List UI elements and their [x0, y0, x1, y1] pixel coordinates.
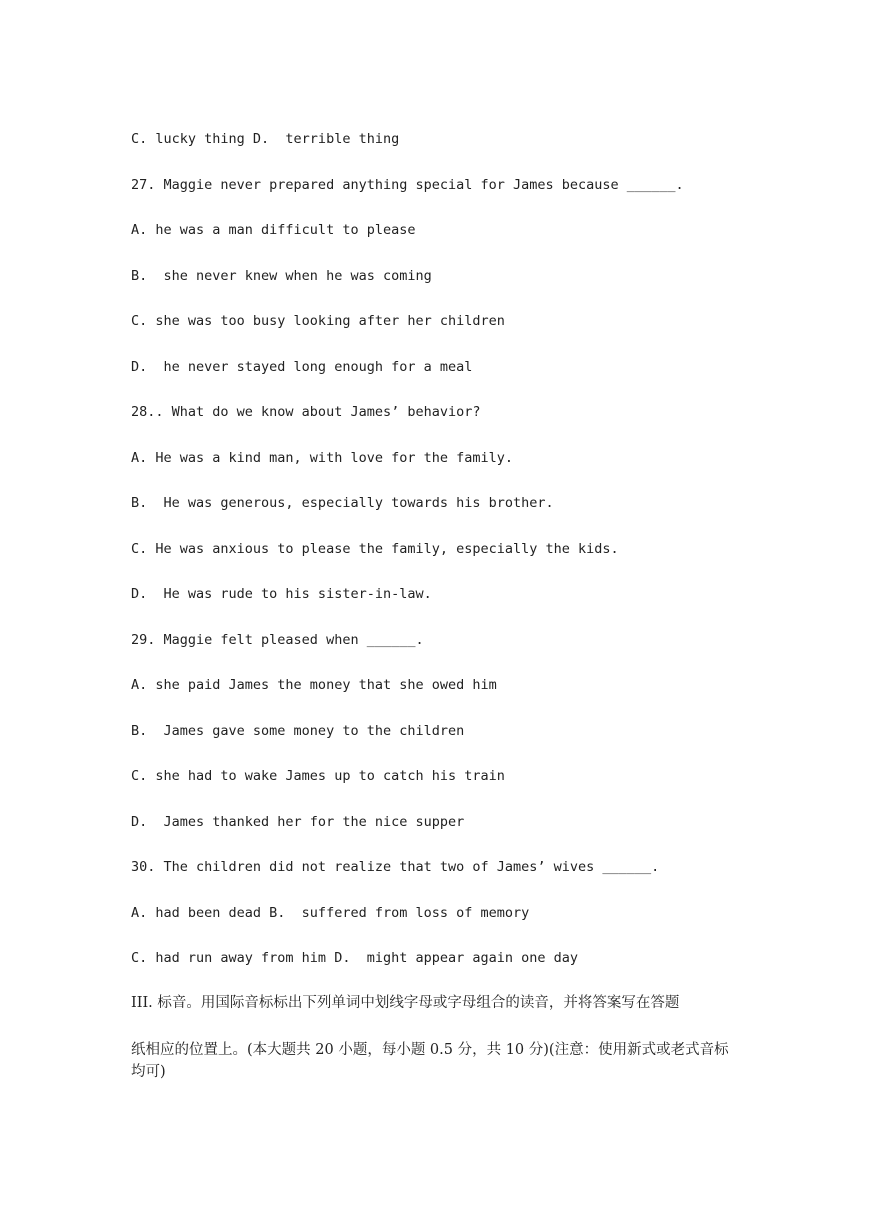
section3-instructions: 纸相应的位置上。(本大题共 20 小题，每小题 0.5 分，共 10 分)(注意：使用新式或老式音标均可): [131, 1042, 729, 1080]
q26-options-cd: C. lucky thing D. terrible thing: [131, 131, 400, 147]
q28-option-b: B. He was generous, especially towards his brother.: [131, 495, 554, 511]
section3-heading: III. 标音。用国际音标标出下列单词中划线字母或字母组合的读音，并将答案写在答题: [131, 995, 680, 1011]
q30-options-cd: C. had run away from him D. might appear again one day: [131, 950, 579, 966]
q29-option-c: C. she had to wake James up to catch his train: [131, 768, 505, 784]
q29-option-d: D. James thanked her for the nice supper: [131, 814, 465, 830]
q28-option-c: C. He was anxious to please the family, especially the kids.: [131, 541, 619, 557]
q28-option-d: D. He was rude to his sister-in-law.: [131, 586, 432, 602]
q27-option-b: B. she never knew when he was coming: [131, 268, 432, 284]
q27-option-c: C. she was too busy looking after her children: [131, 313, 505, 329]
q28-question: 28.. What do we know about James’ behavior?: [131, 404, 481, 420]
q28-option-a: A. He was a kind man, with love for the family.: [131, 450, 514, 466]
q29-option-a: A. she paid James the money that she owed him: [131, 677, 497, 693]
q27-option-a: A. he was a man difficult to please: [131, 222, 416, 238]
q29-option-b: B. James gave some money to the children: [131, 723, 465, 739]
q30-question: 30. The children did not realize that two of James’ wives ______.: [131, 859, 660, 875]
q27-option-d: D. he never stayed long enough for a meal: [131, 359, 473, 375]
q30-options-ab: A. had been dead B. suffered from loss of memory: [131, 905, 530, 921]
q27-question: 27. Maggie never prepared anything special for James because ______.: [131, 177, 684, 193]
q29-question: 29. Maggie felt pleased when ______.: [131, 632, 424, 648]
